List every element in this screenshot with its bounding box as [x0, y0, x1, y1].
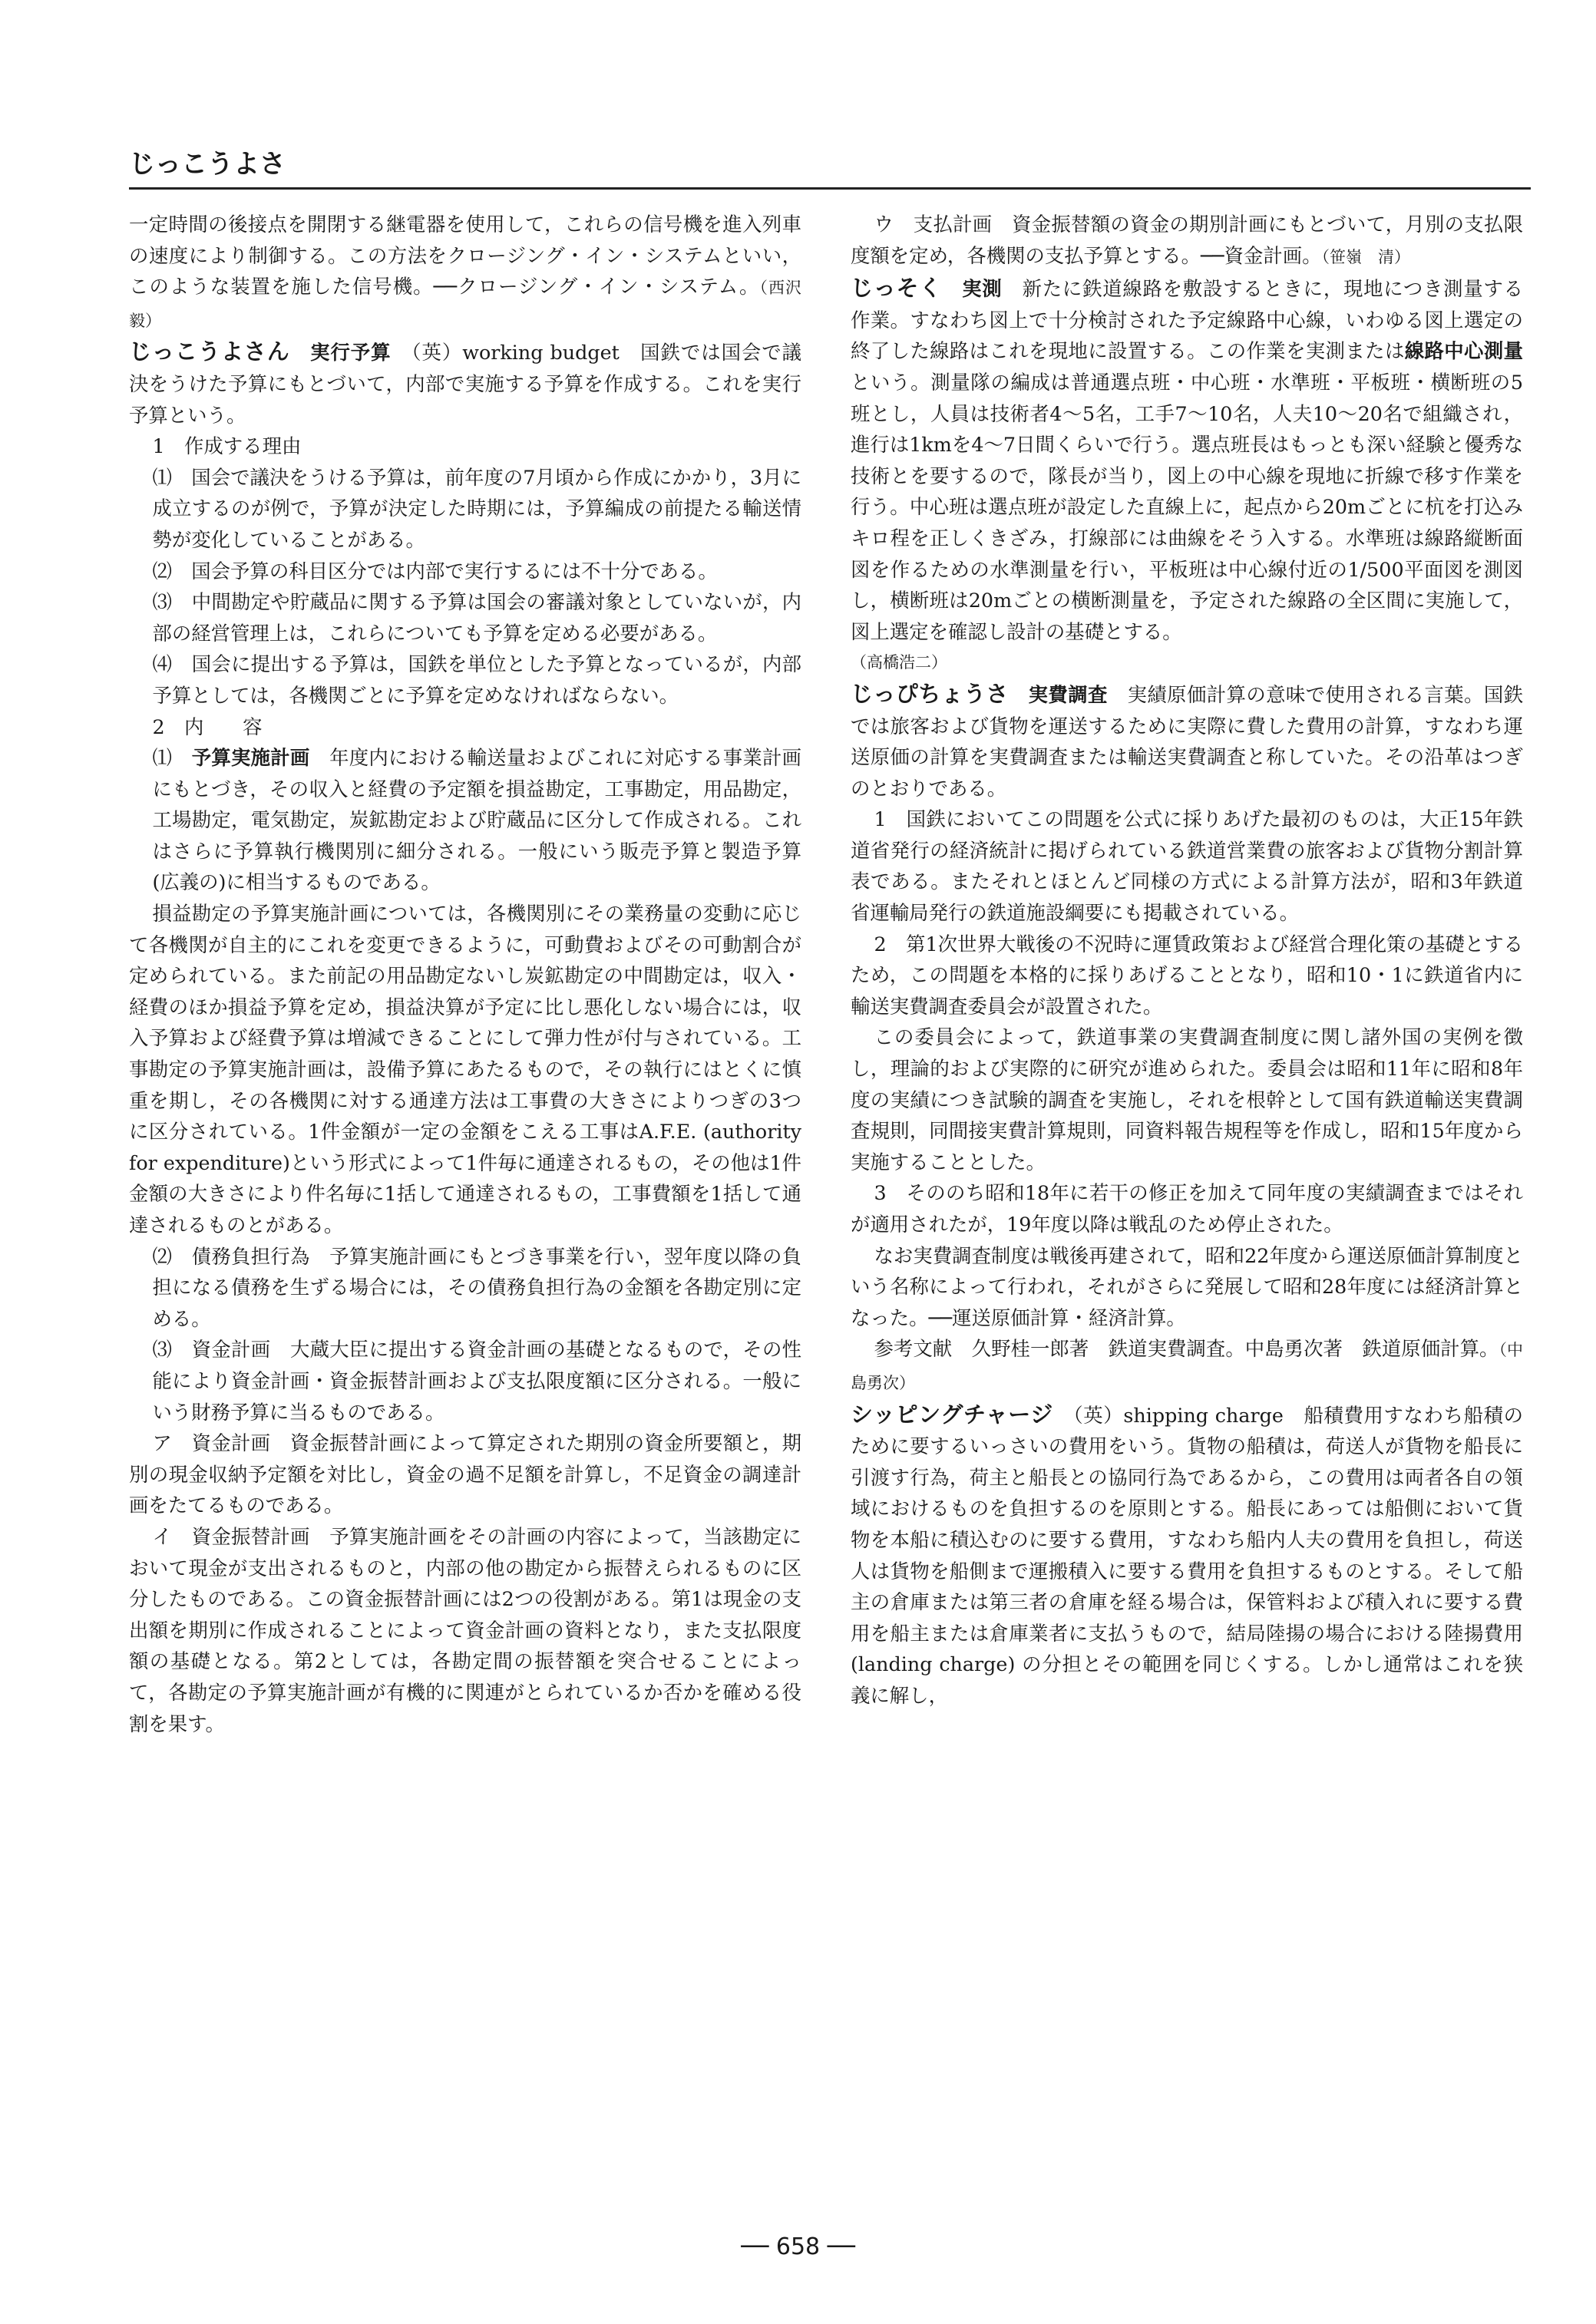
- paragraph: 2 第1次世界大戦後の不況時に運賃政策および経営合理化策の基礎とするため，この問題を本格的に採りあげることとなり，昭和10・1に鉄道省内に輸送実費調査委員会が設置された。: [851, 932, 1523, 1018]
- entry-keyword: 線路中心測量: [1404, 339, 1524, 363]
- entry-text: という。測量隊の編成は普通選点班・中心班・水準班・平板班・横断班の5班とし，人員は技術者4～5名，工手7～10名，人夫10～20名で組織され，進行は1kmを4～7日間くらいで行う。選点班長はもっとも深い経験と優秀な技術とを要するので，隊長が当り，図上の中心線を現地に折線で移す作業を行う。中心班は選点班が設定した直線上に，起点から20mごとに杭を打込みキロ程を正しくきざみ，打線部には曲線をそう入する。水準班は線路縦断面図を作るための水準測量を行い，平板班は中心線付近の1/500平面図を測図し，横断班は20mごとの横断測量を，予定された線路の全区間に実施して，図上選定を確認し設計の基礎とする。: [851, 370, 1523, 643]
- numbered-item: [129, 742, 801, 898]
- section-heading: 1 作成する理由: [152, 434, 302, 458]
- item-number: ⑴: [152, 746, 173, 770]
- numbered-item: ⑵ 国会予算の科目区分では内部で実行するには不十分である。: [152, 559, 718, 583]
- right-column: [851, 209, 1523, 1712]
- item-text: 年度内における輸送量およびこれに対応する事業計画にもとづき，その収入と経費の予定額を損益勘定，工事勘定，用品勘定，工場勘定，電気勘定，炭鉱勘定および貯蔵品に区分して作成される。これはさらに予算執行機関別に細分される。一般にいう販売予算と製造予算(広義の)に相当するものである。: [152, 746, 802, 894]
- numbered-item: ⑴ 国会で議決をうける予算は，前年度の7月頃から作成にかかり，3月に成立するのが例で，予算が決定した時期には，予算編成の前提たる輸送情勢が変化していることがある。: [152, 465, 801, 551]
- entry-kanji: 実測: [962, 277, 1003, 301]
- page-footer: ── 658 ──: [741, 2233, 855, 2260]
- numbered-item: ⑷ 国会に提出する予算は，国鉄を単位とした予算となっているが，内部予算としては，各機関ごとに予算を定めなければならない。: [152, 652, 801, 707]
- entry-text: 実績原価計算の意味で使用される言葉。国鉄では旅客および貨物を運送するために実際に費した費用の計算，すなわち運送原価の計算を実費調査または輸送実費調査と称していた。その沿革はつぎのとおりである。: [851, 682, 1524, 800]
- author-credit: （西沢 毅）: [129, 279, 818, 330]
- entry-jissoku: [851, 272, 1523, 647]
- references-text: 参考文献 久野桂一郎著 鉄道実費調査。中島勇次著 鉄道原価計算。: [874, 1337, 1499, 1361]
- entry-kanji: 実費調査: [1028, 682, 1108, 706]
- entry-headword: じっそく: [851, 275, 943, 302]
- entry-headword: じっぴちょうさ: [851, 680, 1009, 707]
- author-credit: （笹嶺 清）: [1321, 247, 1411, 266]
- entry-text: 新たに鉄道線路を敷設するときに，現地につき測量する作業。すなわち図上で十分検討された予定線路中心線，いわゆる図上選定の終了した線路はこれを現地に設置する。この作業を実測または: [851, 277, 1524, 363]
- paragraph: [129, 209, 818, 336]
- paragraph: 損益勘定の予算実施計画については，各機関別にその業務量の変動に応じて各機関が自主的にこれを変更できるように，可動費およびその可動割合が定められている。また前記の用品勘定ないし炭鉱勘定の中間勘定は，収入・経費のほか損益予算を定め，損益決算が予定に比し悪化しない場合には，収入予算および経費予算は増減できることにして弾力性が付与されている。工事勘定の予算実施計画は，設備予算にあたるもので，その執行にはとくに慎重を期し，その各機関に対する通達方法は工事費の大きさによりつぎの3つに区分されている。1件金額が一定の金額をこえる工事はA.F.E. (authority for expenditure)という形式によって1件毎に通達されるもの，その他は1件金額の大きさにより件名毎に1括して通達されるもの，工事費額を1括して通達されるものとがある。: [129, 902, 801, 1236]
- entry-shipping-charge: [851, 1399, 1523, 1712]
- paragraph: この委員会によって，鉄道事業の実費調査制度に関し諸外国の実例を徴し，理論的および実際的に研究が進められた。委員会は昭和11年に昭和8年度の実績につき試験的調査を実施し，それを根幹として国有鉄道輸送実費調査規則，同間接実費計算規則，同資料報告規程等を作成し，昭和15年度から実施することとした。: [851, 1025, 1523, 1174]
- running-head: じっこうよさ: [129, 149, 286, 180]
- page-number: 658: [775, 2233, 821, 2260]
- numbered-item: ⑶ 中間勘定や貯蔵品に関する予算は国会の審議対象としていないが，内部の経営管理上は，これらについても予算を定める必要がある。: [152, 590, 801, 645]
- entry-jikkou-yosan: [129, 336, 801, 431]
- paragraph: なお実費調査制度は戦後再建されて，昭和22年度から運送原価計算制度という名称によって行われ，それがさらに発展して昭和28年度には経済計算となった。──運送原価計算・経済計算。: [851, 1243, 1523, 1329]
- paragraph: イ 資金振替計画 予算実施計画をその計画の内容によって，当該勘定において現金が支出されるものと，内部の他の勘定から振替えられるものに区分したものである。この資金振替計画には2つの役割がある。第1は現金の支出額を期別に作成されることによって資金計画の資料となり，また支払限度額の基礎となる。第2としては，各勘定間の振替額を突合せることによって，各勘定の予算実施計画が有機的に関連がとられているか否かを確める役割を果す。: [129, 1524, 801, 1735]
- paragraph-text: 一定時間の後接点を開閉する継電器を使用して，これらの信号機を進入列車の速度により制御する。この方法をクロージング・イン・システムといい，このような装置を施した信号機。──クロージング・イン・システム。: [129, 213, 801, 299]
- entry-headword: シッピングチャージ: [851, 1401, 1053, 1428]
- author-credit: （中島勇次）: [851, 1341, 1523, 1392]
- entry-headword: じっこうよさん: [129, 338, 290, 365]
- paragraph-text: ウ 支払計画 資金振替額の資金の期別計画にもとづいて，月別の支払限度額を定め，各機関の支払予算とする。──資金計画。: [851, 213, 1523, 267]
- paragraph: 1 国鉄においてこの問題を公式に採りあげた最初のものは，大正15年鉄道省発行の経済統計に掲げられている鉄道営業費の旅客および貨物分割計算表である。またそれとほとんど同様の方式による計算方法が，昭和3年鉄道省運輸局発行の鉄道施設綱要にも掲載されている。: [851, 807, 1523, 925]
- numbered-item: ⑶ 資金計画 大蔵大臣に提出する資金計画の基礎となるもので，その性能により資金計画・資金振替計画および支払限度額に区分される。一般にいう財務予算に当るものである。: [152, 1338, 801, 1424]
- numbered-item: ⑵ 債務負担行為 予算実施計画にもとづき事業を行い，翌年度以降の負担になる債務を生ずる場合には，その債務負担行為の金額を各勘定別に定める。: [152, 1244, 801, 1330]
- entry-text: （英）working budget 国鉄では国会で議決をうけた予算にもとづいて，内部で実施する予算を作成する。これを実行予算という。: [129, 341, 802, 427]
- section-heading: 2 内 容: [152, 715, 263, 738]
- left-column: [129, 209, 818, 1739]
- paragraph: 3 そののち昭和18年に若干の修正を加えて同年度の実績調査まではそれが適用されたが，19年度以降は戦乱のため停止された。: [851, 1181, 1523, 1236]
- header-rule: [129, 187, 1531, 190]
- references: [851, 1333, 1523, 1398]
- author-credit: （高橋浩二）: [851, 653, 947, 672]
- entry-kanji: 実行予算: [310, 341, 392, 365]
- entry-jippi-chousa: [851, 678, 1523, 804]
- item-keyword: 予算実施計画: [191, 746, 310, 770]
- paragraph: ア 資金計画 資金振替計画によって算定された期別の資金所要額と，期別の現金収納予定額を対比し，資金の過不足額を計算し，不足資金の調達計画をたてるものである。: [129, 1431, 801, 1517]
- entry-text: （英）shipping charge 船積費用すなわち船積のために要するいっさいの費用をいう。貨物の船積は，荷送人が貨物を船長に引渡す行為，荷主と船長との協同行為であるから，この費用は両者各自の領域におけるものを負担するのを原則とする。船長にあっては船側において貨物を本船に積込むのに要する費用，すなわち船内人夫の費用を負担し，荷送人は貨物を船側まで運搬積入に要する費用を負担するものとする。そして船主の倉庫または第三者の倉庫を経る場合は，保管料および積入れに要する費用を船主または倉庫業者に支払うもので，結局陸揚の場合における陸揚費用 (landing charge) の分担とその範囲を同じくする。しかし通常はこれを狭義に解し，: [851, 1403, 1523, 1707]
- paragraph: [851, 209, 1523, 272]
